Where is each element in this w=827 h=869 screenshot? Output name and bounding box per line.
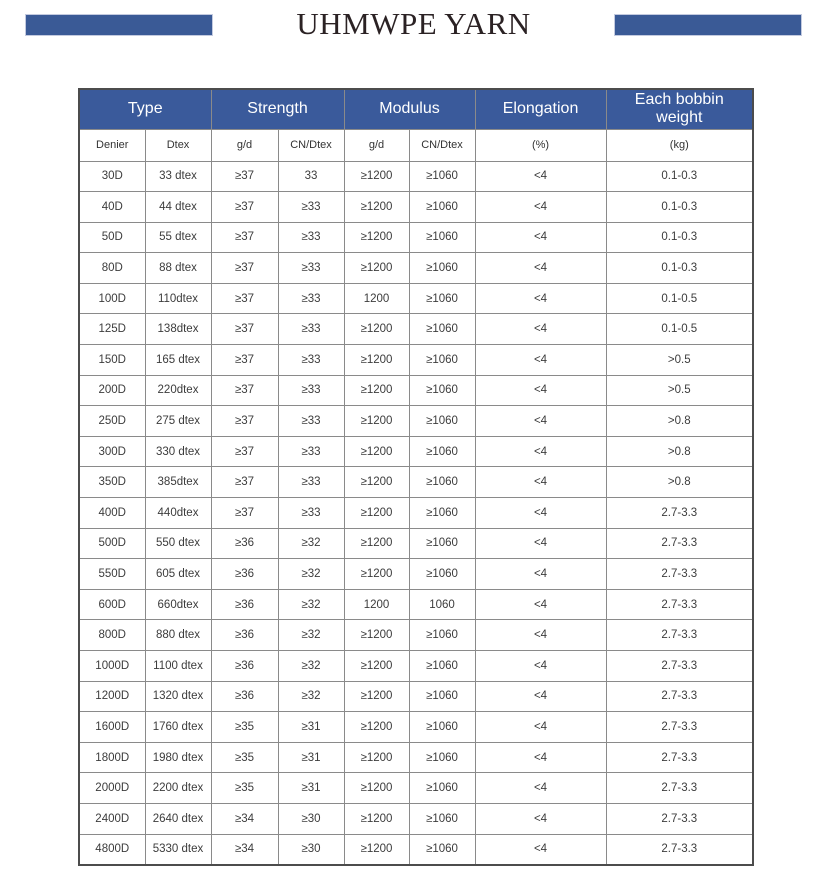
table-cell: 2.7-3.3 bbox=[606, 498, 753, 529]
column-unit-header: g/d bbox=[211, 129, 278, 161]
table-cell: ≥32 bbox=[278, 681, 344, 712]
table-cell: <4 bbox=[475, 314, 606, 345]
table-cell: 330 dtex bbox=[145, 436, 211, 467]
table-row bbox=[79, 253, 753, 284]
table-cell: ≥37 bbox=[211, 222, 278, 253]
table-cell: ≥1200 bbox=[344, 712, 409, 743]
table-cell: 138dtex bbox=[145, 314, 211, 345]
table-cell: >0.5 bbox=[606, 375, 753, 406]
table-cell: ≥1200 bbox=[344, 253, 409, 284]
table-cell: ≥37 bbox=[211, 467, 278, 498]
table-cell: 385dtex bbox=[145, 467, 211, 498]
table-row bbox=[79, 528, 753, 559]
table-cell: ≥1200 bbox=[344, 375, 409, 406]
table-cell: <4 bbox=[475, 620, 606, 651]
table-row bbox=[79, 161, 753, 192]
table-cell: ≥32 bbox=[278, 559, 344, 590]
table-cell: >0.8 bbox=[606, 436, 753, 467]
table-cell: 0.1-0.5 bbox=[606, 283, 753, 314]
table-cell: <4 bbox=[475, 834, 606, 865]
yarn-spec-table bbox=[78, 88, 754, 866]
table-cell: 0.1-0.3 bbox=[606, 253, 753, 284]
table-cell: ≥37 bbox=[211, 406, 278, 437]
table-cell: ≥35 bbox=[211, 773, 278, 804]
table-cell: ≥1200 bbox=[344, 161, 409, 192]
table-cell: ≥36 bbox=[211, 620, 278, 651]
table-cell: ≥1060 bbox=[409, 834, 475, 865]
table-cell: ≥31 bbox=[278, 712, 344, 743]
table-cell: ≥1060 bbox=[409, 406, 475, 437]
table-cell: ≥33 bbox=[278, 253, 344, 284]
table-cell: 33 bbox=[278, 161, 344, 192]
table-row bbox=[79, 498, 753, 529]
table-cell: <4 bbox=[475, 712, 606, 743]
table-cell: ≥1200 bbox=[344, 620, 409, 651]
table-cell: 550D bbox=[79, 559, 145, 590]
table-cell: ≥1060 bbox=[409, 253, 475, 284]
column-unit-header: CN/Dtex bbox=[278, 129, 344, 161]
table-cell: ≥1200 bbox=[344, 406, 409, 437]
table-cell: ≥1060 bbox=[409, 192, 475, 223]
table-cell: 400D bbox=[79, 498, 145, 529]
table-cell: ≥37 bbox=[211, 498, 278, 529]
table-cell: ≥1060 bbox=[409, 712, 475, 743]
table-cell: ≥33 bbox=[278, 467, 344, 498]
table-row bbox=[79, 773, 753, 804]
table-cell: 1200D bbox=[79, 681, 145, 712]
column-group-header: Each bobbin weight bbox=[606, 89, 753, 129]
page-title: UHMWPE YARN bbox=[296, 6, 531, 41]
table-cell: ≥1060 bbox=[409, 559, 475, 590]
table-row bbox=[79, 345, 753, 376]
table-cell: <4 bbox=[475, 773, 606, 804]
table-cell: <4 bbox=[475, 467, 606, 498]
table-cell: <4 bbox=[475, 283, 606, 314]
table-cell: 40D bbox=[79, 192, 145, 223]
table-cell: ≥1060 bbox=[409, 222, 475, 253]
table-cell: 1320 dtex bbox=[145, 681, 211, 712]
table-cell: ≥30 bbox=[278, 834, 344, 865]
table-cell: ≥36 bbox=[211, 651, 278, 682]
table-cell: ≥1200 bbox=[344, 773, 409, 804]
table-cell: 350D bbox=[79, 467, 145, 498]
table-cell: 2000D bbox=[79, 773, 145, 804]
table-cell: ≥33 bbox=[278, 375, 344, 406]
table-row bbox=[79, 283, 753, 314]
header-unit-row bbox=[79, 129, 753, 161]
table-cell: 600D bbox=[79, 589, 145, 620]
table-cell: <4 bbox=[475, 345, 606, 376]
table-cell: ≥33 bbox=[278, 222, 344, 253]
table-cell: ≥1060 bbox=[409, 314, 475, 345]
table-cell: ≥37 bbox=[211, 436, 278, 467]
table-cell: ≥1200 bbox=[344, 467, 409, 498]
table-cell: ≥1060 bbox=[409, 436, 475, 467]
table-cell: ≥33 bbox=[278, 498, 344, 529]
table-cell: <4 bbox=[475, 436, 606, 467]
table-cell: <4 bbox=[475, 559, 606, 590]
table-cell: 2.7-3.3 bbox=[606, 620, 753, 651]
table-cell: 1200 bbox=[344, 589, 409, 620]
table-cell: 500D bbox=[79, 528, 145, 559]
column-group-header: Type bbox=[79, 89, 211, 129]
table-row bbox=[79, 467, 753, 498]
table-cell: ≥36 bbox=[211, 681, 278, 712]
column-group-header: Modulus bbox=[344, 89, 475, 129]
table-cell: 44 dtex bbox=[145, 192, 211, 223]
table-header bbox=[79, 89, 753, 161]
table-cell: ≥37 bbox=[211, 375, 278, 406]
table-cell: ≥1060 bbox=[409, 467, 475, 498]
table-row bbox=[79, 192, 753, 223]
table-cell: <4 bbox=[475, 498, 606, 529]
table-cell: ≥1200 bbox=[344, 345, 409, 376]
table-cell: ≥34 bbox=[211, 834, 278, 865]
title-decorative-bar-right bbox=[614, 14, 802, 36]
table-row bbox=[79, 559, 753, 590]
table-cell: ≥1060 bbox=[409, 651, 475, 682]
table-row bbox=[79, 222, 753, 253]
table-cell: 80D bbox=[79, 253, 145, 284]
table-cell: ≥33 bbox=[278, 283, 344, 314]
table-cell: ≥1200 bbox=[344, 742, 409, 773]
table-cell: 660dtex bbox=[145, 589, 211, 620]
table-cell: 2.7-3.3 bbox=[606, 834, 753, 865]
table-cell: 2200 dtex bbox=[145, 773, 211, 804]
table-cell: <4 bbox=[475, 406, 606, 437]
table-cell: <4 bbox=[475, 803, 606, 834]
table-cell: <4 bbox=[475, 161, 606, 192]
table-cell: ≥37 bbox=[211, 314, 278, 345]
table-cell: ≥36 bbox=[211, 528, 278, 559]
table-cell: 1000D bbox=[79, 651, 145, 682]
table-cell: 275 dtex bbox=[145, 406, 211, 437]
table-cell: <4 bbox=[475, 681, 606, 712]
table-cell: ≥1060 bbox=[409, 681, 475, 712]
header-group-row bbox=[79, 89, 753, 129]
table-cell: 2.7-3.3 bbox=[606, 681, 753, 712]
table-cell: 300D bbox=[79, 436, 145, 467]
table-cell: ≥32 bbox=[278, 528, 344, 559]
table-cell: ≥1060 bbox=[409, 498, 475, 529]
column-unit-header: (kg) bbox=[606, 129, 753, 161]
table-row bbox=[79, 589, 753, 620]
table-cell: ≥1200 bbox=[344, 192, 409, 223]
table-cell: 1200 bbox=[344, 283, 409, 314]
table-cell: ≥36 bbox=[211, 589, 278, 620]
table-row bbox=[79, 436, 753, 467]
table-row bbox=[79, 742, 753, 773]
column-unit-header: Dtex bbox=[145, 129, 211, 161]
table-row bbox=[79, 314, 753, 345]
table-cell: 55 dtex bbox=[145, 222, 211, 253]
table-cell: ≥37 bbox=[211, 253, 278, 284]
table-cell: 1980 dtex bbox=[145, 742, 211, 773]
table-cell: 0.1-0.5 bbox=[606, 314, 753, 345]
table-cell: <4 bbox=[475, 375, 606, 406]
table-cell: ≥31 bbox=[278, 773, 344, 804]
table-cell: >0.5 bbox=[606, 345, 753, 376]
table-cell: 250D bbox=[79, 406, 145, 437]
table-cell: ≥33 bbox=[278, 436, 344, 467]
table-row bbox=[79, 834, 753, 865]
column-unit-header: g/d bbox=[344, 129, 409, 161]
table-cell: ≥37 bbox=[211, 161, 278, 192]
column-group-header: Strength bbox=[211, 89, 344, 129]
table-cell: ≥1200 bbox=[344, 803, 409, 834]
table-cell: ≥32 bbox=[278, 620, 344, 651]
table-cell: 220dtex bbox=[145, 375, 211, 406]
table-cell: ≥1200 bbox=[344, 222, 409, 253]
table-cell: ≥1060 bbox=[409, 375, 475, 406]
table-cell: ≥1200 bbox=[344, 436, 409, 467]
table-cell: 4800D bbox=[79, 834, 145, 865]
table-cell: 50D bbox=[79, 222, 145, 253]
table-cell: 110dtex bbox=[145, 283, 211, 314]
table-cell: 1760 dtex bbox=[145, 712, 211, 743]
table-row bbox=[79, 406, 753, 437]
table-cell: 440dtex bbox=[145, 498, 211, 529]
table-cell: 33 dtex bbox=[145, 161, 211, 192]
table-cell: ≥33 bbox=[278, 192, 344, 223]
column-unit-header: (%) bbox=[475, 129, 606, 161]
column-unit-header: CN/Dtex bbox=[409, 129, 475, 161]
table-cell: ≥33 bbox=[278, 406, 344, 437]
table-cell: <4 bbox=[475, 222, 606, 253]
table-cell: 2.7-3.3 bbox=[606, 559, 753, 590]
table-cell: 1600D bbox=[79, 712, 145, 743]
table-cell: 2400D bbox=[79, 803, 145, 834]
table-cell: 30D bbox=[79, 161, 145, 192]
table-cell: 800D bbox=[79, 620, 145, 651]
table-cell: ≥33 bbox=[278, 314, 344, 345]
table-cell: 880 dtex bbox=[145, 620, 211, 651]
table-cell: 0.1-0.3 bbox=[606, 222, 753, 253]
table-cell: ≥1060 bbox=[409, 161, 475, 192]
table-cell: ≥31 bbox=[278, 742, 344, 773]
table-row bbox=[79, 712, 753, 743]
table-row bbox=[79, 803, 753, 834]
table-cell: 2.7-3.3 bbox=[606, 528, 753, 559]
table-cell: ≥1200 bbox=[344, 314, 409, 345]
table-cell: 2.7-3.3 bbox=[606, 803, 753, 834]
table-cell: ≥37 bbox=[211, 283, 278, 314]
table-cell: <4 bbox=[475, 253, 606, 284]
table-cell: ≥1060 bbox=[409, 283, 475, 314]
table-cell: ≥1200 bbox=[344, 681, 409, 712]
table-row bbox=[79, 375, 753, 406]
table-cell: 125D bbox=[79, 314, 145, 345]
table-cell: 1800D bbox=[79, 742, 145, 773]
table-body bbox=[79, 161, 753, 865]
table-cell: ≥1060 bbox=[409, 803, 475, 834]
table-cell: ≥36 bbox=[211, 559, 278, 590]
table-cell: <4 bbox=[475, 192, 606, 223]
table-cell: 5330 dtex bbox=[145, 834, 211, 865]
table-cell: ≥1200 bbox=[344, 651, 409, 682]
table-cell: ≥34 bbox=[211, 803, 278, 834]
table-cell: 100D bbox=[79, 283, 145, 314]
column-group-header: Elongation bbox=[475, 89, 606, 129]
table-cell: 0.1-0.3 bbox=[606, 192, 753, 223]
table-cell: ≥1060 bbox=[409, 742, 475, 773]
table-cell: <4 bbox=[475, 742, 606, 773]
table-row bbox=[79, 681, 753, 712]
table-cell: ≥1200 bbox=[344, 559, 409, 590]
table-cell: 550 dtex bbox=[145, 528, 211, 559]
table-cell: ≥1060 bbox=[409, 528, 475, 559]
table-cell: 200D bbox=[79, 375, 145, 406]
table-cell: ≥35 bbox=[211, 742, 278, 773]
table-cell: ≥33 bbox=[278, 345, 344, 376]
table-cell: 2640 dtex bbox=[145, 803, 211, 834]
table-cell: ≥1200 bbox=[344, 528, 409, 559]
table-cell: ≥30 bbox=[278, 803, 344, 834]
table-cell: ≥32 bbox=[278, 589, 344, 620]
table-cell: 88 dtex bbox=[145, 253, 211, 284]
table-cell: ≥1060 bbox=[409, 773, 475, 804]
table-row bbox=[79, 651, 753, 682]
table-cell: 150D bbox=[79, 345, 145, 376]
table-cell: <4 bbox=[475, 528, 606, 559]
table-cell: ≥32 bbox=[278, 651, 344, 682]
table-row bbox=[79, 620, 753, 651]
table-cell: 1100 dtex bbox=[145, 651, 211, 682]
table-cell: <4 bbox=[475, 651, 606, 682]
table-cell: ≥1060 bbox=[409, 620, 475, 651]
table-cell: ≥1200 bbox=[344, 834, 409, 865]
table-cell: ≥1060 bbox=[409, 345, 475, 376]
table-cell: 2.7-3.3 bbox=[606, 651, 753, 682]
table-cell: ≥37 bbox=[211, 192, 278, 223]
table-cell: <4 bbox=[475, 589, 606, 620]
table-cell: ≥35 bbox=[211, 712, 278, 743]
table-cell: 0.1-0.3 bbox=[606, 161, 753, 192]
table-cell: 2.7-3.3 bbox=[606, 742, 753, 773]
table-cell: ≥37 bbox=[211, 345, 278, 376]
table-cell: 1060 bbox=[409, 589, 475, 620]
table-cell: 2.7-3.3 bbox=[606, 773, 753, 804]
table-cell: >0.8 bbox=[606, 406, 753, 437]
table-cell: 2.7-3.3 bbox=[606, 589, 753, 620]
table-cell: 165 dtex bbox=[145, 345, 211, 376]
column-unit-header: Denier bbox=[79, 129, 145, 161]
table-cell: ≥1200 bbox=[344, 498, 409, 529]
table-cell: >0.8 bbox=[606, 467, 753, 498]
table-cell: 2.7-3.3 bbox=[606, 712, 753, 743]
table-cell: 605 dtex bbox=[145, 559, 211, 590]
